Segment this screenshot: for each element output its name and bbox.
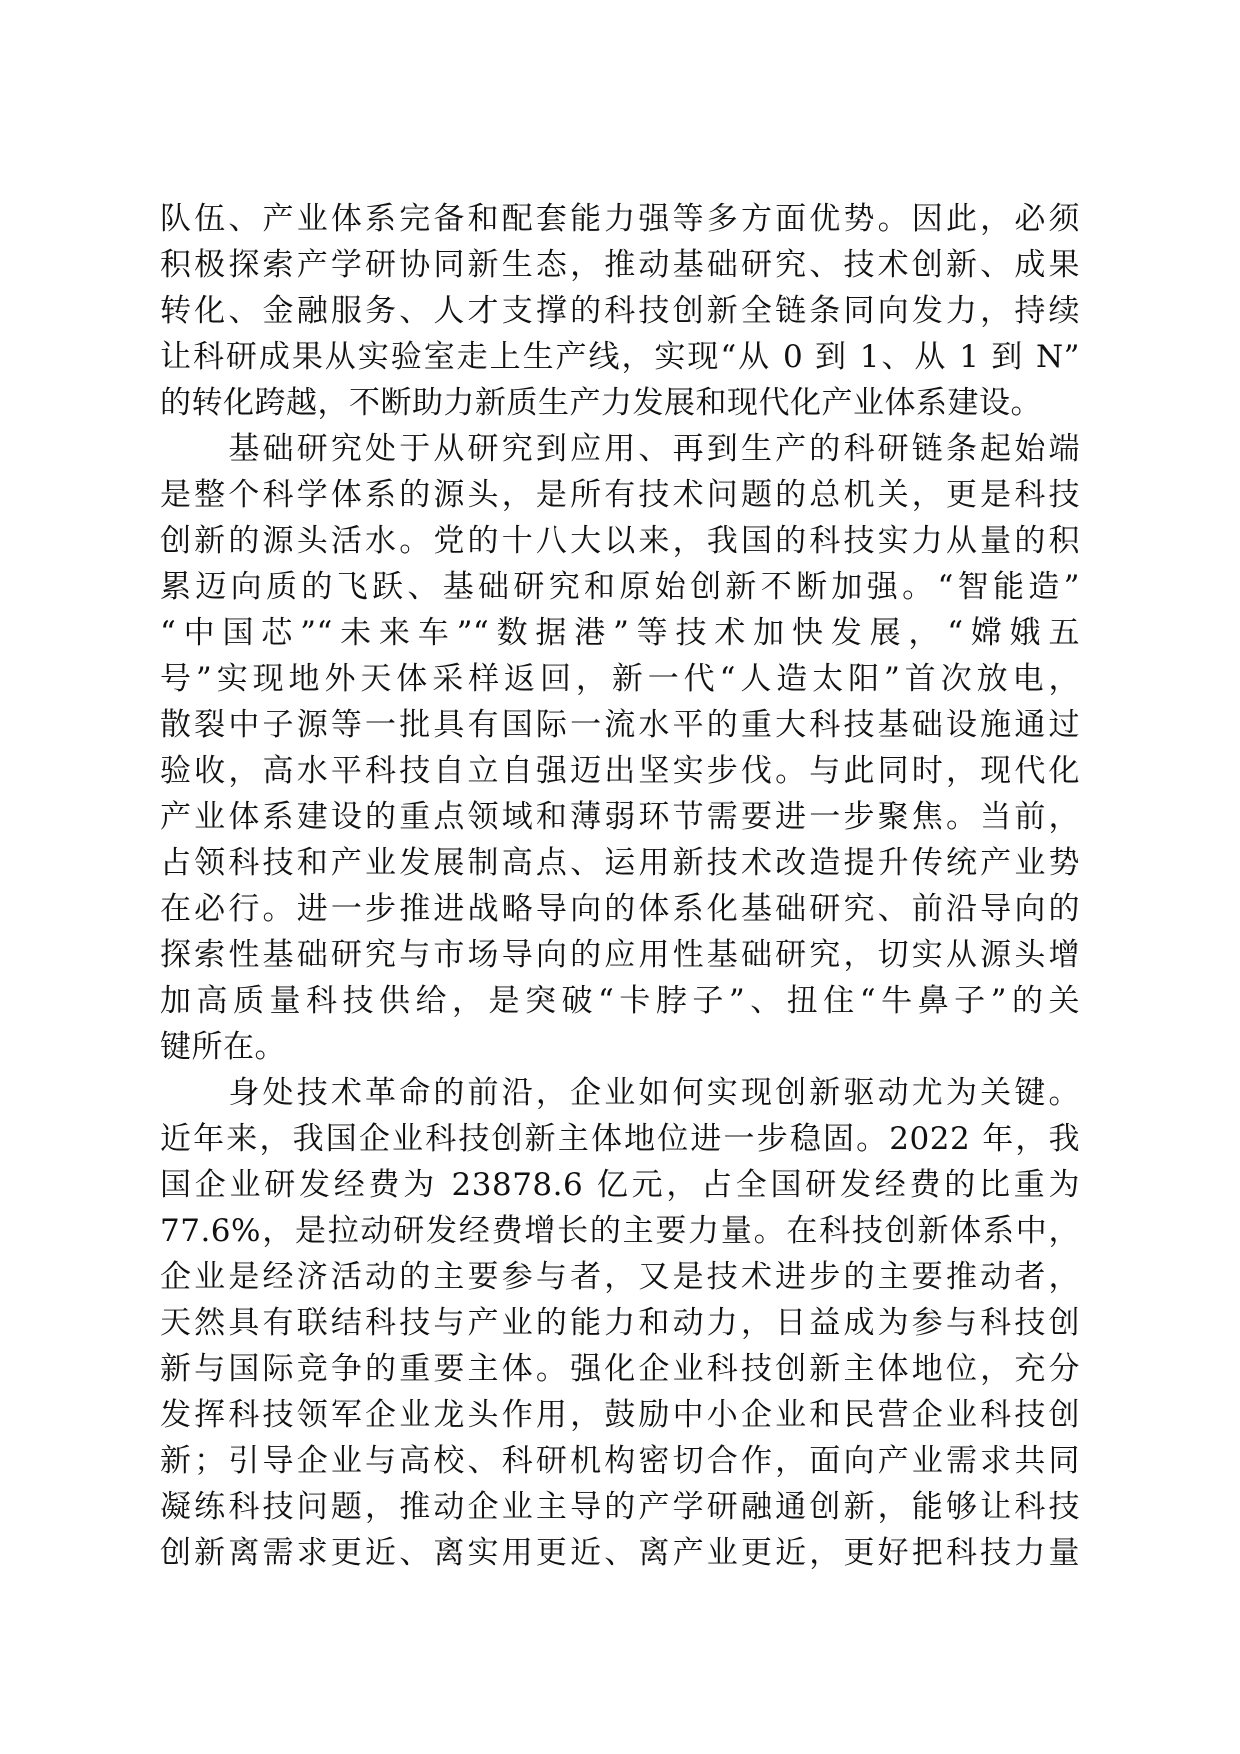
text-line: 新与国际竞争的重要主体。强化企业科技创新主体地位，充分: [160, 1351, 1080, 1387]
text-line: 新；引导企业与高校、科研机构密切合作，面向产业需求共同: [160, 1443, 1080, 1479]
text-line: 让科研成果从实验室走上生产线，实现“从 0 到 1、从 1 到 N”: [160, 339, 1080, 375]
text-line: 国企业研发经费为 23878.6 亿元，占全国研发经费的比重为: [160, 1167, 1080, 1203]
text-line: 创新离需求更近、离实用更近、离产业更近，更好把科技力量: [160, 1535, 1080, 1571]
text-line: 队伍、产业体系完备和配套能力强等多方面优势。因此，必须: [160, 201, 1080, 237]
text-line: 基础研究处于从研究到应用、再到生产的科研链条起始端: [160, 431, 1080, 467]
paragraph: [160, 196, 1080, 426]
text-line: 是整个科学体系的源头，是所有技术问题的总机关，更是科技: [160, 477, 1080, 513]
text-line: 身处技术革命的前沿，企业如何实现创新驱动尤为关键。: [160, 1075, 1080, 1111]
body-text: [160, 196, 1080, 1576]
text-line: 加高质量科技供给，是突破“卡脖子”、扭住“牛鼻子”的关: [160, 983, 1080, 1019]
paragraph: [160, 426, 1080, 1070]
text-line: 企业是经济活动的主要参与者，又是技术进步的主要推动者，: [160, 1259, 1080, 1295]
text-line: 创新的源头活水。党的十八大以来，我国的科技实力从量的积: [160, 523, 1080, 559]
text-line: 发挥科技领军企业龙头作用，鼓励中小企业和民营企业科技创: [160, 1397, 1080, 1433]
text-line: 散裂中子源等一批具有国际一流水平的重大科技基础设施通过: [160, 707, 1080, 743]
text-line: 的转化跨越，不断助力新质生产力发展和现代化产业体系建设。: [160, 385, 1042, 421]
text-line: 产业体系建设的重点领域和薄弱环节需要进一步聚焦。当前，: [160, 799, 1080, 835]
text-line: 天然具有联结科技与产业的能力和动力，日益成为参与科技创: [160, 1305, 1080, 1341]
text-line: 探索性基础研究与市场导向的应用性基础研究，切实从源头增: [160, 937, 1080, 973]
text-line: “中国芯”“未来车”“数据港”等技术加快发展，“嫦娥五: [160, 615, 1080, 651]
text-line: 积极探索产学研协同新生态，推动基础研究、技术创新、成果: [160, 247, 1080, 283]
text-line: 验收，高水平科技自立自强迈出坚实步伐。与此同时，现代化: [160, 753, 1080, 789]
text-line: 在必行。进一步推进战略导向的体系化基础研究、前沿导向的: [160, 891, 1080, 927]
text-line: 占领科技和产业发展制高点、运用新技术改造提升传统产业势: [160, 845, 1080, 881]
text-line: 凝练科技问题，推动企业主导的产学研融通创新，能够让科技: [160, 1489, 1080, 1525]
text-line: 近年来，我国企业科技创新主体地位进一步稳固。2022 年，我: [160, 1121, 1080, 1157]
text-line: 号”实现地外天体采样返回，新一代“人造太阳”首次放电，: [160, 661, 1080, 697]
text-line: 77.6%，是拉动研发经费增长的主要力量。在科技创新体系中，: [160, 1213, 1080, 1249]
paragraph: [160, 1070, 1080, 1576]
text-line: 键所在。: [160, 1029, 286, 1065]
text-line: 转化、金融服务、人才支撑的科技创新全链条同向发力，持续: [160, 293, 1080, 329]
text-line: 累迈向质的飞跃、基础研究和原始创新不断加强。“智能造”: [160, 569, 1080, 605]
